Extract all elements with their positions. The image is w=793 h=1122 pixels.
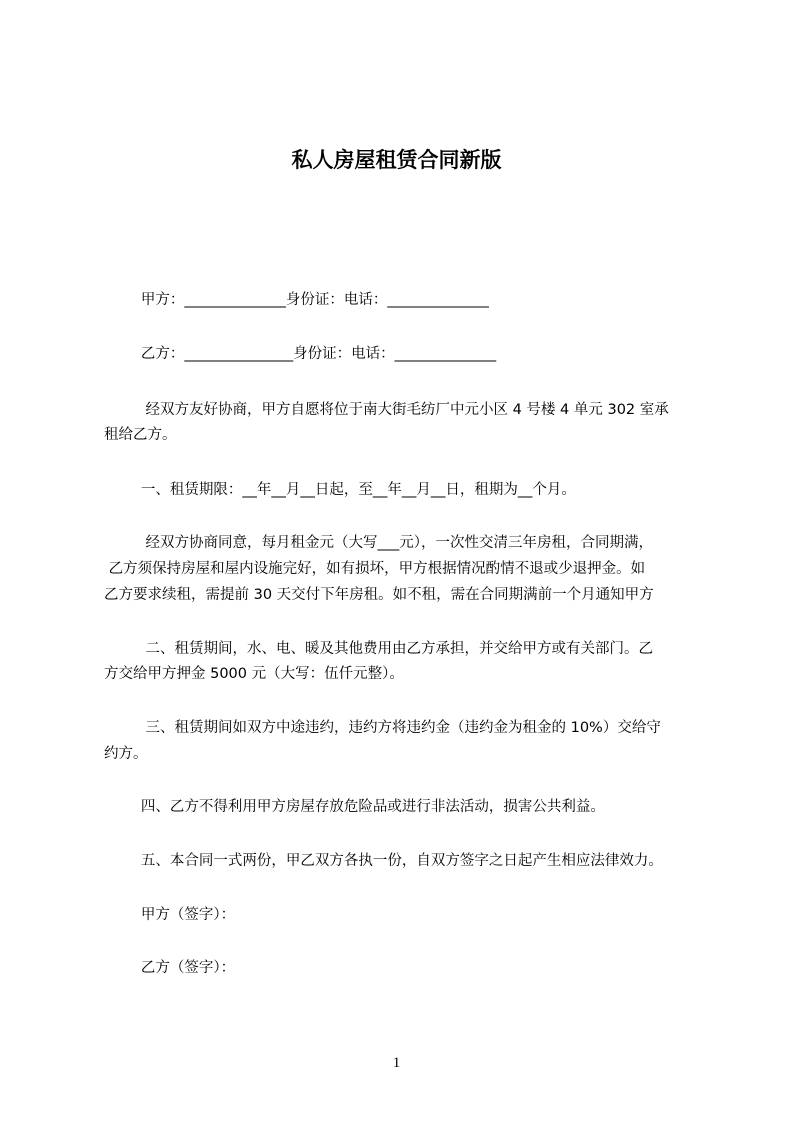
page-number: 1 (392, 1055, 401, 1071)
document-title: 私人房屋租赁合同新版 (291, 148, 502, 172)
paragraph-line: 经双方友好协商，甲方自愿将位于南大街毛纺厂中元小区 4 号楼 4 单元 302 室承 (104, 402, 669, 418)
clause-4-line: 四、乙方不得利用甲方房屋存放危险品或进行非法活动，损害公共利益。 (104, 799, 605, 815)
paragraph-line: 经双方协商同意，每月租金元（大写___元），一次性交清三年房租，合同期满， (104, 535, 653, 551)
clause-3-line: 三、租赁期间如双方中途违约，违约方将违约金（违约金为租金的 10%）交给守 (104, 720, 661, 736)
paragraph-line: 乙方须保持房屋和屋内设施完好，如有损坏，甲方根据情况酌情不退或少退押金。如 (104, 561, 646, 577)
party-b-line: 乙方：_______________身份证：电话：______________ (104, 346, 497, 362)
clause-3-line: 约方。 (104, 746, 148, 762)
party-a-line: 甲方：______________身份证：电话：______________ (104, 292, 489, 308)
clause-2-line: 二、租赁期间，水、电、暖及其他费用由乙方承担，并交给甲方或有关部门。乙 (104, 641, 653, 657)
clause-1-line: 一、租赁期限：__年__月__日起，至__年__月__日，租期为__个月。 (104, 482, 576, 498)
clause-5-line: 五、本合同一式两份，甲乙双方各执一份，自双方签字之日起产生相应法律效力。 (104, 853, 663, 869)
party-b-signature: 乙方（签字）： (104, 960, 236, 976)
clause-2-line: 方交给甲方押金 5000 元（大写：伍仟元整）。 (104, 666, 404, 682)
paragraph-line: 租给乙方。 (104, 427, 177, 443)
paragraph-line: 乙方要求续租，需提前 30 天交付下年房租。如不租，需在合同期满前一个月通知甲方 (104, 587, 654, 603)
party-a-signature: 甲方（签字）： (104, 907, 236, 923)
